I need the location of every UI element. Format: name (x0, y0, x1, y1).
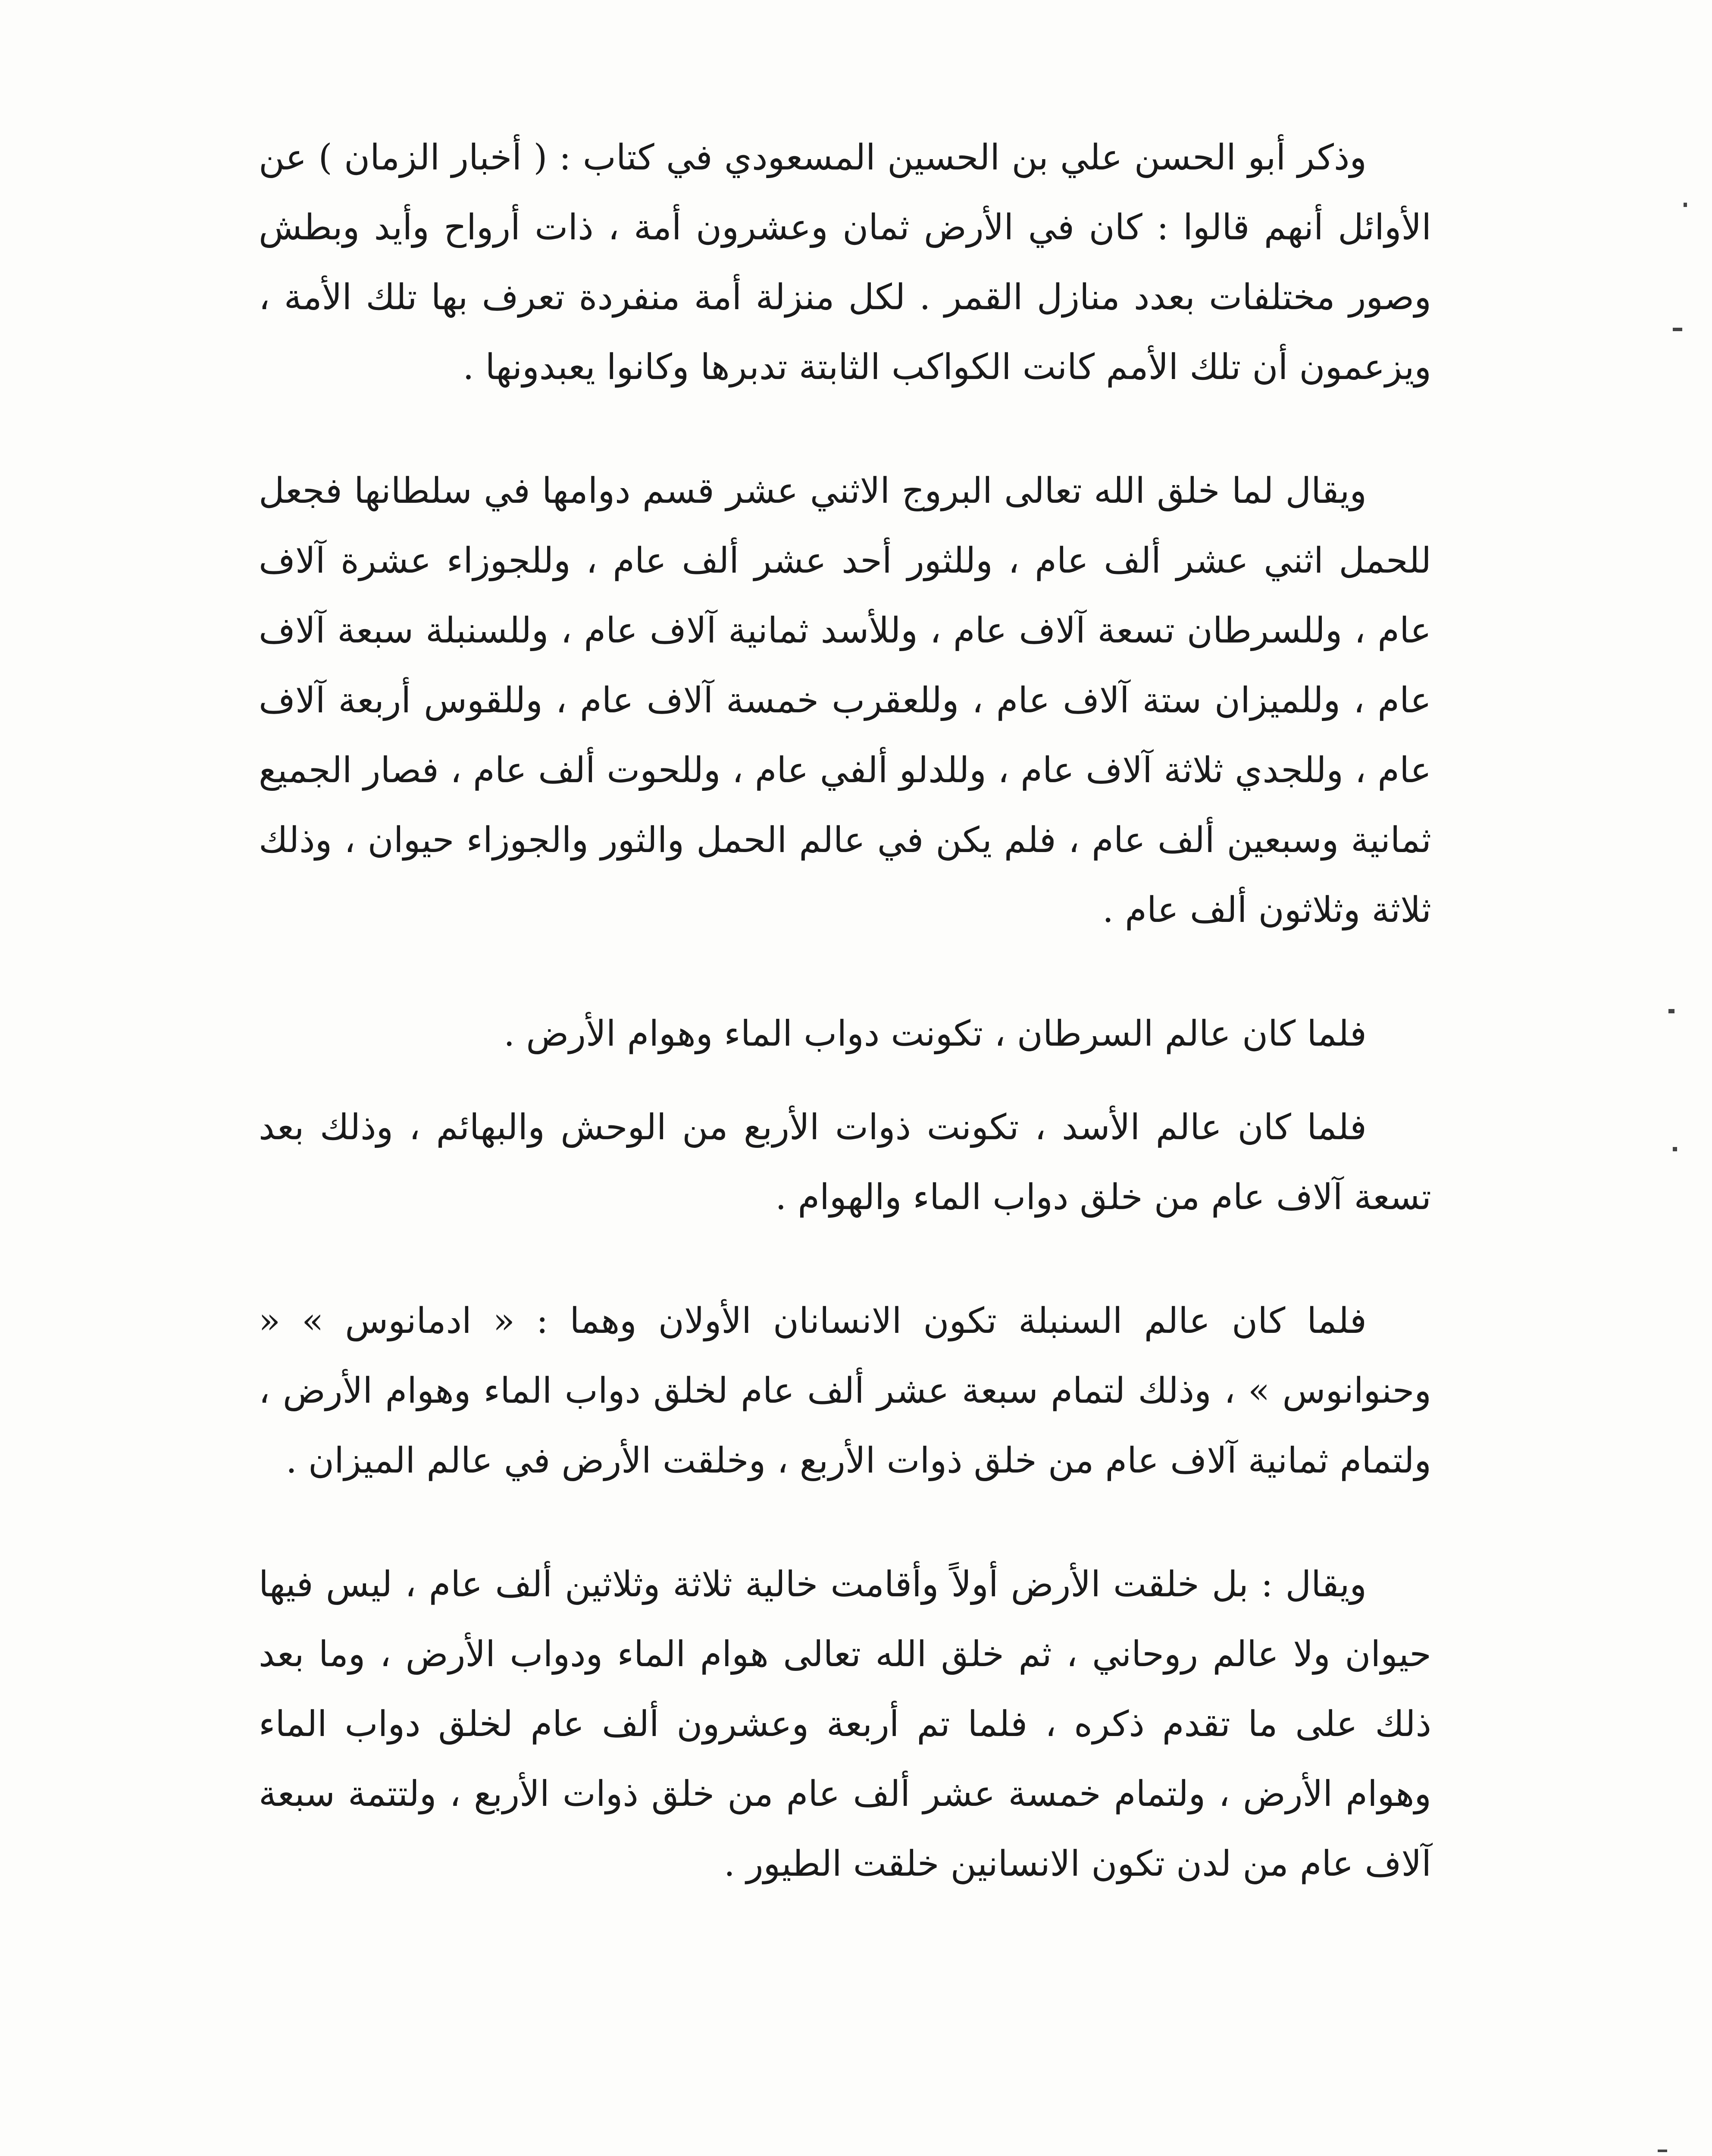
body-text (259, 123, 1431, 1899)
paragraph-virgo: فلما كان عالم السنبلة تكون الانسانان الأولان وهما : « ادمانوس » « وحنوانوس » ، وذلك لتمام سبعة عشر ألف عام لخلق دواب الماء وهوام الأرض ، ولتمام ثمانية آلاف عام من خلق ذوات الأربع ، وخلقت الأرض في عالم الميزان . (259, 1300, 1431, 1481)
margin-mark (1673, 328, 1682, 331)
paragraph-leo: فلما كان عالم الأسد ، تكونت ذوات الأربع من الوحش والبهائم ، وذلك بعد تسعة آلاف عام من خلق دواب الماء والهوام . (259, 1107, 1431, 1218)
paragraph-zodiac-durations: ويقال لما خلق الله تعالى البروج الاثني عشر قسم دوامها في سلطانها فجعل للحمل اثني عشر ألف عام ، وللثور أحد عشر ألف عام ، وللجوزاء عشرة آلاف عام ، وللسرطان تسعة آلاف عام ، وللأسد ثمانية آلاف عام ، وللسنبلة سبعة آلاف عام ، وللميزان ستة آلاف عام ، وللعقرب خمسة آلاف عام ، وللقوس أربعة آلاف عام ، وللجدي ثلاثة آلاف عام ، وللدلو ألفي عام ، وللحوت ألف عام ، فصار الجميع ثمانية وسبعين ألف عام ، فلم يكن في عالم الحمل والثور والجوزاء حيوان ، وذلك ثلاثة وثلاثون ألف عام . (259, 470, 1431, 931)
paragraph-earth-first: ويقال : بل خلقت الأرض أولاً وأقامت خالية ثلاثة وثلاثين ألف عام ، ليس فيها حيوان ولا عالم روحاني ، ثم خلق الله تعالى هوام الماء ودواب الأرض ، وما بعد ذلك على ما تقدم ذكره ، فلما تم أربعة وعشرون ألف عام لخلق دواب الماء وهوام الأرض ، ولتمام خمسة عشر ألف عام من خلق ذوات الأربع ، ولتتمة سبعة آلاف عام من لدن تكون الانسانين خلقت الطيور . (259, 1564, 1431, 1884)
margin-mark (1684, 203, 1687, 207)
paragraph-cancer: فلما كان عالم السرطان ، تكونت دواب الماء وهوام الأرض . (504, 1013, 1367, 1054)
margin-mark (1673, 1147, 1677, 1151)
margin-mark (1668, 1009, 1674, 1013)
margin-mark (1658, 2150, 1667, 2152)
paragraph-masudi: وذكر أبو الحسن علي بن الحسين المسعودي في كتاب : ( أخبار الزمان ) عن الأوائل أنهم قالوا : كان في الأرض ثمان وعشرون أمة ، ذات أرواح وأيد وبطش وصور مختلفات بعدد منازل القمر . لكل منزلة أمة منفردة تعرف بها تلك الأمة ، ويزعمون أن تلك الأمم كانت الكواكب الثابتة تدبرها وكانوا يعبدونها . (259, 137, 1431, 388)
